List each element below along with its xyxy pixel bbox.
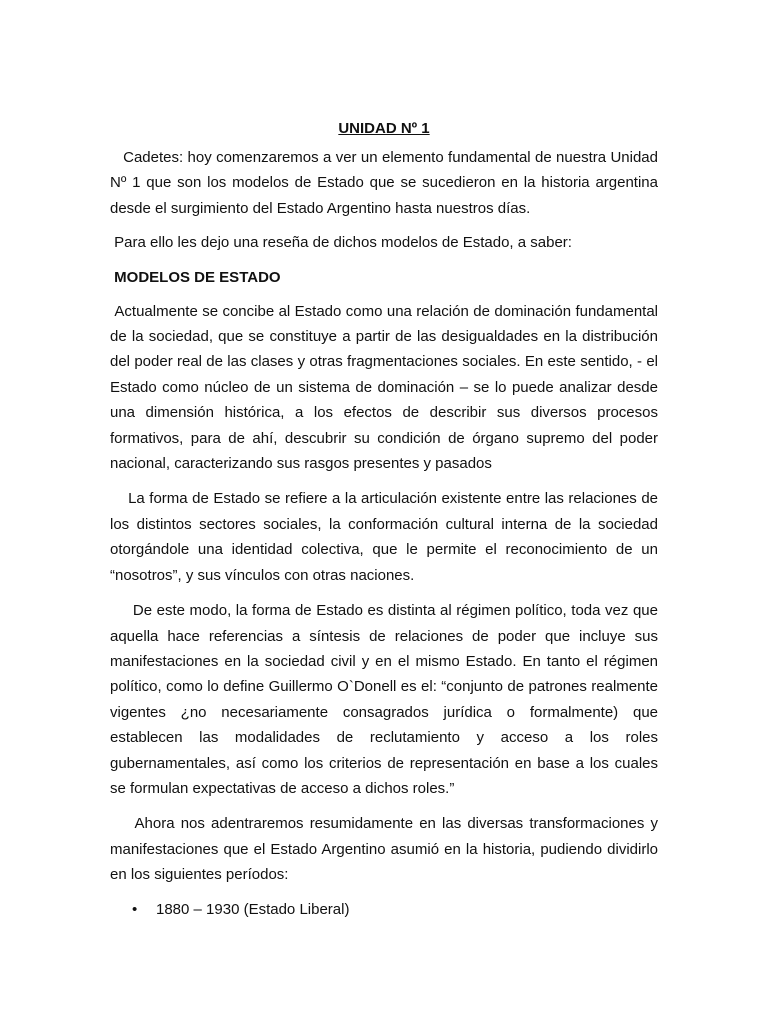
intro-paragraph: Cadetes: hoy comenzaremos a ver un elemento fundamental de nuestra Unidad Nº 1 que son los modelos de Estado que se sucedieron en la historia argentina desde el surgimiento del Estado Argentino hasta nuestros días. [110, 149, 663, 217]
document-title: UNIDAD Nº 1 [338, 120, 430, 137]
body-paragraph-2: La forma de Estado se refiere a la articulación existente entre las relaciones de los distintos sectores sociales, la conformación cultural interna de la sociedad otorgándole una identidad colectiva, que le permite el reconocimiento de un “nosotros”, y sus vínculos con otras naciones. [110, 490, 663, 584]
bullet-icon: • [132, 900, 138, 918]
body-paragraph-4: Ahora nos adentraremos resumidamente en las diversas transformaciones y manifestaciones que el Estado Argentino asumió en la historia, pudiendo dividirlo en los siguientes períodos: [110, 815, 663, 884]
list-item-text: 1880 – 1930 (Estado Liberal) [156, 900, 350, 918]
body-paragraph-1: Actualmente se concibe al Estado como una relación de dominación fundamental de la sociedad, que se constituye a partir de las desigualdades en la distribución del poder real de las clases y otras fragmentaciones sociales. En este sentido, - el Estado como núcleo de un sistema de dominación – se lo puede analizar desde una dimensión histórica, a los efectos de describir sus diversos procesos formativos, para de ahí, descubrir su condición de órgano supremo del poder nacional, caracterizando sus rasgos presentes y pasados [110, 302, 663, 473]
section-heading: MODELOS DE ESTADO [110, 268, 281, 286]
intro-followup-paragraph: Para ello les dejo una reseña de dichos modelos de Estado, a saber: [110, 234, 572, 252]
list-item [110, 897, 658, 922]
period-list [110, 897, 658, 922]
document-page [110, 117, 663, 922]
body-paragraph-3: De este modo, la forma de Estado es distinta al régimen político, toda vez que aquella hace referencias a síntesis de relaciones de poder que incluye sus manifestaciones en la sociedad civil y en el mismo Estado. En tanto el régimen político, como lo define Guillermo O`Donell es el: “conjunto de patrones realmente vigentes ¿no necesariamente consagrados jurídica o formalmente) que establecen las modalidades de reclutamiento y acceso a los roles gubernamentales, así como los criterios de representación en base a los cuales se formulan expectativas de acceso a dichos roles.” [110, 602, 663, 797]
